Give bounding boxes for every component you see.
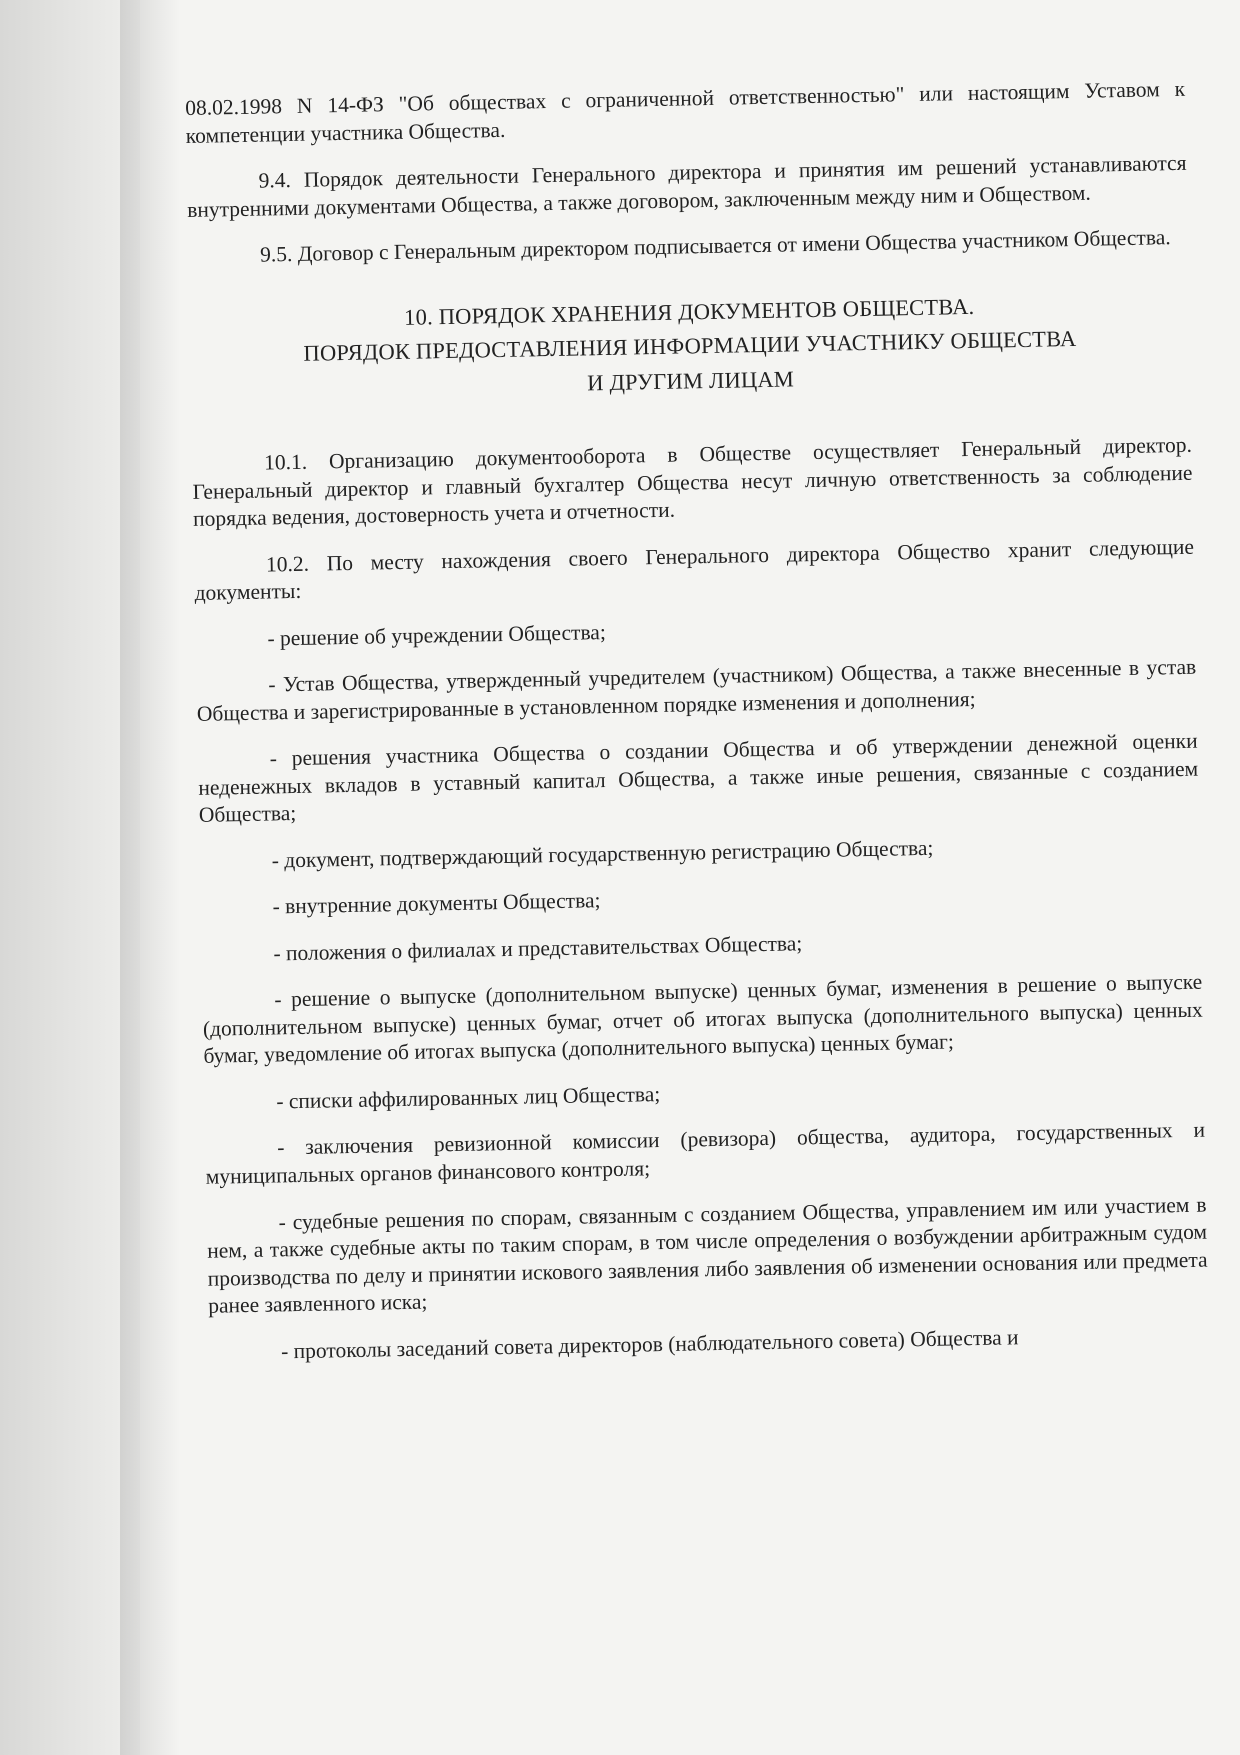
list-item: - Устав Общества, утвержденный учредителем (участником) Общества, а также внесенные в устав Общества и зарегистрированные в установленном порядке изменения и дополнения; <box>196 654 1197 726</box>
heading-line-3: И ДРУГИМ ЛИЦАМ <box>586 366 795 396</box>
list-item: - положения о филиалах и представительствах Общества; <box>273 931 803 966</box>
list-item: - списки аффилированных лиц Общества; <box>276 1082 661 1114</box>
paragraph-10-2: 10.2. По месту нахождения своего Генерального директора Общество хранит следующие документы: <box>194 534 1195 606</box>
list-item: - решения участника Общества о создании Общества и об утверждении денежной оценки неденежных вкладов в уставный капитал Общества, а также иные решения, связанные с созданием Общества; <box>198 729 1199 828</box>
paragraph-10-1: 10.1. Организацию документооборота в Обществе осуществляет Генеральный директор. Генеральный директор и главный бухгалтер Общества несут личную ответственность за соблюдение порядка ведения, достоверность учета и отчетности. <box>192 432 1193 532</box>
paragraph-9-5: 9.5. Договор с Генеральным директором подписывается от имени Общества участником Общества. <box>259 225 1171 267</box>
list-item: - судебные решения по спорам, связанным с созданием Общества, управлением им или участием в нем, а также судебные акты по таким спорам, в том числе определения о возбуждении арбитражным судом производства по делу и принятии искового заявления либо заявления об изменении основания или предмета ранее заявленного иска; <box>206 1192 1208 1318</box>
heading-line-1: 10. ПОРЯДОК ХРАНЕНИЯ ДОКУМЕНТОВ ОБЩЕСТВА. <box>403 293 975 330</box>
paragraph-9-4: 9.4. Порядок деятельности Генерального директора и принятия им решений устанавливаются внутренними документами Общества, а также договором, заключенным между ним и Обществом. <box>186 150 1187 222</box>
list-item: - документ, подтверждающий государственную регистрацию Общества; <box>271 835 934 873</box>
heading-line-2: ПОРЯДОК ПРЕДОСТАВЛЕНИЯ ИНФОРМАЦИИ УЧАСТНИКУ ОБЩЕСТВА <box>303 326 1077 367</box>
list-item: - решение о выпуске (дополнительном выпуске) ценных бумаг, изменения в решение о выпуске (дополнительном выпуске) ценных бумаг, отчет об итогах выпуска (дополнительного выпуска) ценных бумаг, уведомление об итогах выпуска (дополнительного выпуска) ценных бумаг; <box>202 970 1203 1069</box>
section-heading <box>189 285 1191 409</box>
list-item: - внутренние документы Общества; <box>272 888 601 919</box>
book-gutter <box>0 0 140 1755</box>
list-item: - решение об учреждении Общества; <box>267 619 607 651</box>
paragraph-continuation: 08.02.1998 N 14-ФЗ "Об обществах с ограниченной ответственностью" или настоящим Уставом к компетенции участника Общества. <box>185 76 1186 148</box>
document-page <box>185 76 1210 1386</box>
list-item: - заключения ревизионной комиссии (ревизора) общества, аудитора, государственных и муниципальных органов финансового контроля; <box>205 1118 1206 1189</box>
list-item: - протоколы заседаний совета директоров (наблюдательного совета) Общества и <box>280 1324 1019 1363</box>
gutter-shadow <box>120 0 180 1755</box>
